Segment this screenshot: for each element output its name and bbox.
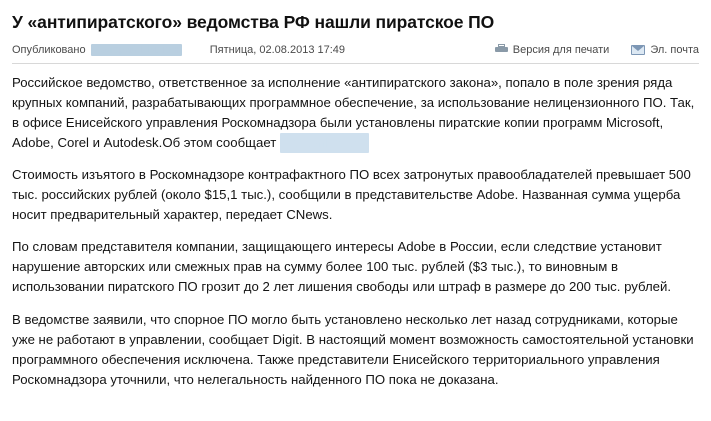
publish-date: Пятница, 02.08.2013 17:49 bbox=[209, 43, 346, 56]
page-title: У «антипиратского» ведомства РФ нашли пиратское ПО bbox=[12, 12, 495, 32]
printer-icon bbox=[495, 44, 508, 55]
email-share-label: Эл. почта bbox=[650, 43, 699, 56]
paragraph-1-text: Российское ведомство, ответственное за исполнение «антипиратского закона», попало в поле зрения ряда крупных компаний, разрабатывающих программное обеспечение, за использование нелицензионного ПО. Так, в офисе Енисейского управления Роскомнадзора были установлены пиратские копии программ Microsoft, Adobe, Corel и Autodesk.Об этом сообщает bbox=[12, 74, 695, 151]
paragraph-1 bbox=[12, 73, 699, 153]
email-share-button[interactable] bbox=[631, 44, 699, 56]
paragraph-3 bbox=[12, 237, 699, 297]
paragraph-2 bbox=[12, 165, 699, 225]
print-version-button[interactable] bbox=[495, 44, 610, 56]
paragraph-4 bbox=[12, 310, 699, 390]
paragraph-3-text: По словам представителя компании, защищающего интересы Adobe в России, если следствие установит нарушение авторских или смежных прав на сумму более 100 тыс. рублей ($3 тыс.), то виновным в использовании пиратского ПО грозит до 2 лет лишения свободы или штраф в размере до 200 тыс. рублей. bbox=[12, 239, 672, 295]
paragraph-4-text: В ведомстве заявили, что спорное ПО могло быть установлено несколько лет назад сотрудниками, которые уже не работают в управлении, сообщает Digit. В настоящий момент возможность самостоятельной установки программного обеспечения исключена. Также представители Енисейского территориального управления Роскомнадзора уточнили, что нелегальность найденного ПО пока не доказана. bbox=[12, 311, 694, 387]
print-version-label: Версия для печати bbox=[512, 43, 610, 56]
paragraph-2-text: Стоимость изъятого в Роскомнадзоре контрафактного ПО всех затронутых правообладателей превышает 500 тыс. российских рублей (около $15,1 тыс.), сообщили в представительстве Adobe. Названная сумма ущерба носит предварительный характер, передает CNews. bbox=[12, 167, 691, 223]
paragraph-1-source-link[interactable]: tech.onliner.by bbox=[280, 133, 369, 153]
published-label: Опубликовано bbox=[12, 43, 86, 56]
article-meta-bar bbox=[12, 44, 699, 64]
author-name-redacted: Валерий Шилкин bbox=[92, 43, 180, 56]
article-body bbox=[12, 73, 699, 390]
envelope-icon bbox=[631, 45, 645, 55]
